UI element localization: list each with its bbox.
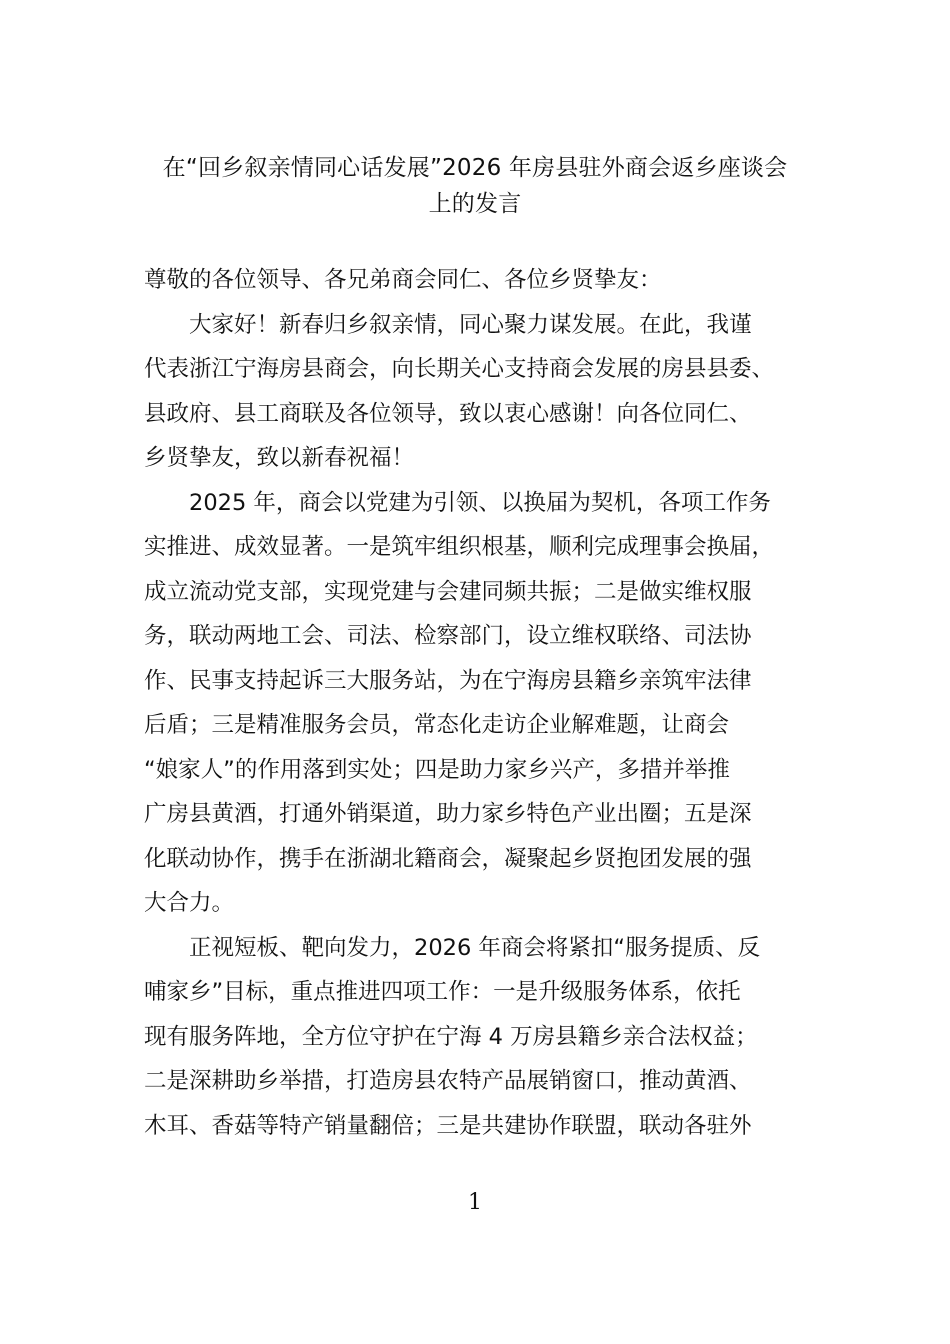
paragraph-line: 2025 年，商会以党建为引领、以换届为契机，各项工作务: [189, 489, 771, 516]
paragraph-line: 大家好！新春归乡叙亲情，同心聚力谋发展。在此，我谨: [189, 311, 752, 338]
paragraph-greeting: [144, 303, 824, 481]
paragraph-line: 正视短板、靶向发力，2026 年商会将紧扣“服务提质、反: [189, 934, 761, 961]
document-title: [120, 150, 830, 222]
paragraph-line: 乡贤挚友，致以新春祝福！: [144, 445, 415, 471]
paragraph-line: 县政府、县工商联及各位领导，致以衷心感谢！向各位同仁、: [144, 400, 752, 427]
paragraph-line: 务，联动两地工会、司法、检察部门，设立维权联络、司法协: [144, 623, 752, 649]
paragraph-line: 二是深耕助乡举措，打造房县农特产品展销窗口，推动黄酒、: [144, 1068, 752, 1094]
paragraph-line: 实推进、成效显著。一是筑牢组织根基，顺利完成理事会换届，: [144, 534, 775, 560]
salutation: 尊敬的各位领导、各兄弟商会同仁、各位乡贤挚友：: [144, 267, 662, 293]
paragraph-line: 代表浙江宁海房县商会，向长期关心支持商会发展的房县县委、: [144, 356, 775, 382]
page-number: 1: [468, 1190, 482, 1215]
title-line-1: 在“回乡叙亲情同心话发展”2026 年房县驻外商会返乡座谈会: [162, 155, 788, 181]
paragraph-line: 大合力。: [144, 890, 235, 916]
paragraph-2025-review: [144, 481, 824, 926]
document-body: [144, 258, 824, 1148]
paragraph-line: 木耳、香菇等特产销量翻倍；三是共建协作联盟，联动各驻外: [144, 1112, 752, 1139]
paragraph-line: 哺家乡”目标，重点推进四项工作：一是升级服务体系，依托: [144, 979, 741, 1005]
paragraph-2026-plan: [144, 926, 824, 1149]
paragraph-line: 作、民事支持起诉三大服务站，为在宁海房县籍乡亲筑牢法律: [144, 667, 752, 694]
paragraph-line: “娘家人”的作用落到实处；四是助力家乡兴产，多措并举推: [144, 756, 730, 783]
title-line-2: 上的发言: [428, 191, 522, 217]
paragraph-line: 化联动协作，携手在浙湖北籍商会，凝聚起乡贤抱团发展的强: [144, 845, 752, 872]
paragraph-line: 现有服务阵地，全方位守护在宁海 4 万房县籍乡亲合法权益；: [144, 1023, 758, 1050]
paragraph-line: 后盾；三是精准服务会员，常态化走访企业解难题，让商会: [144, 712, 730, 738]
paragraph-line: 广房县黄酒，打通外销渠道，助力家乡特色产业出圈；五是深: [144, 801, 752, 827]
paragraph-line: 成立流动党支部，实现党建与会建同频共振；二是做实维权服: [144, 578, 752, 605]
